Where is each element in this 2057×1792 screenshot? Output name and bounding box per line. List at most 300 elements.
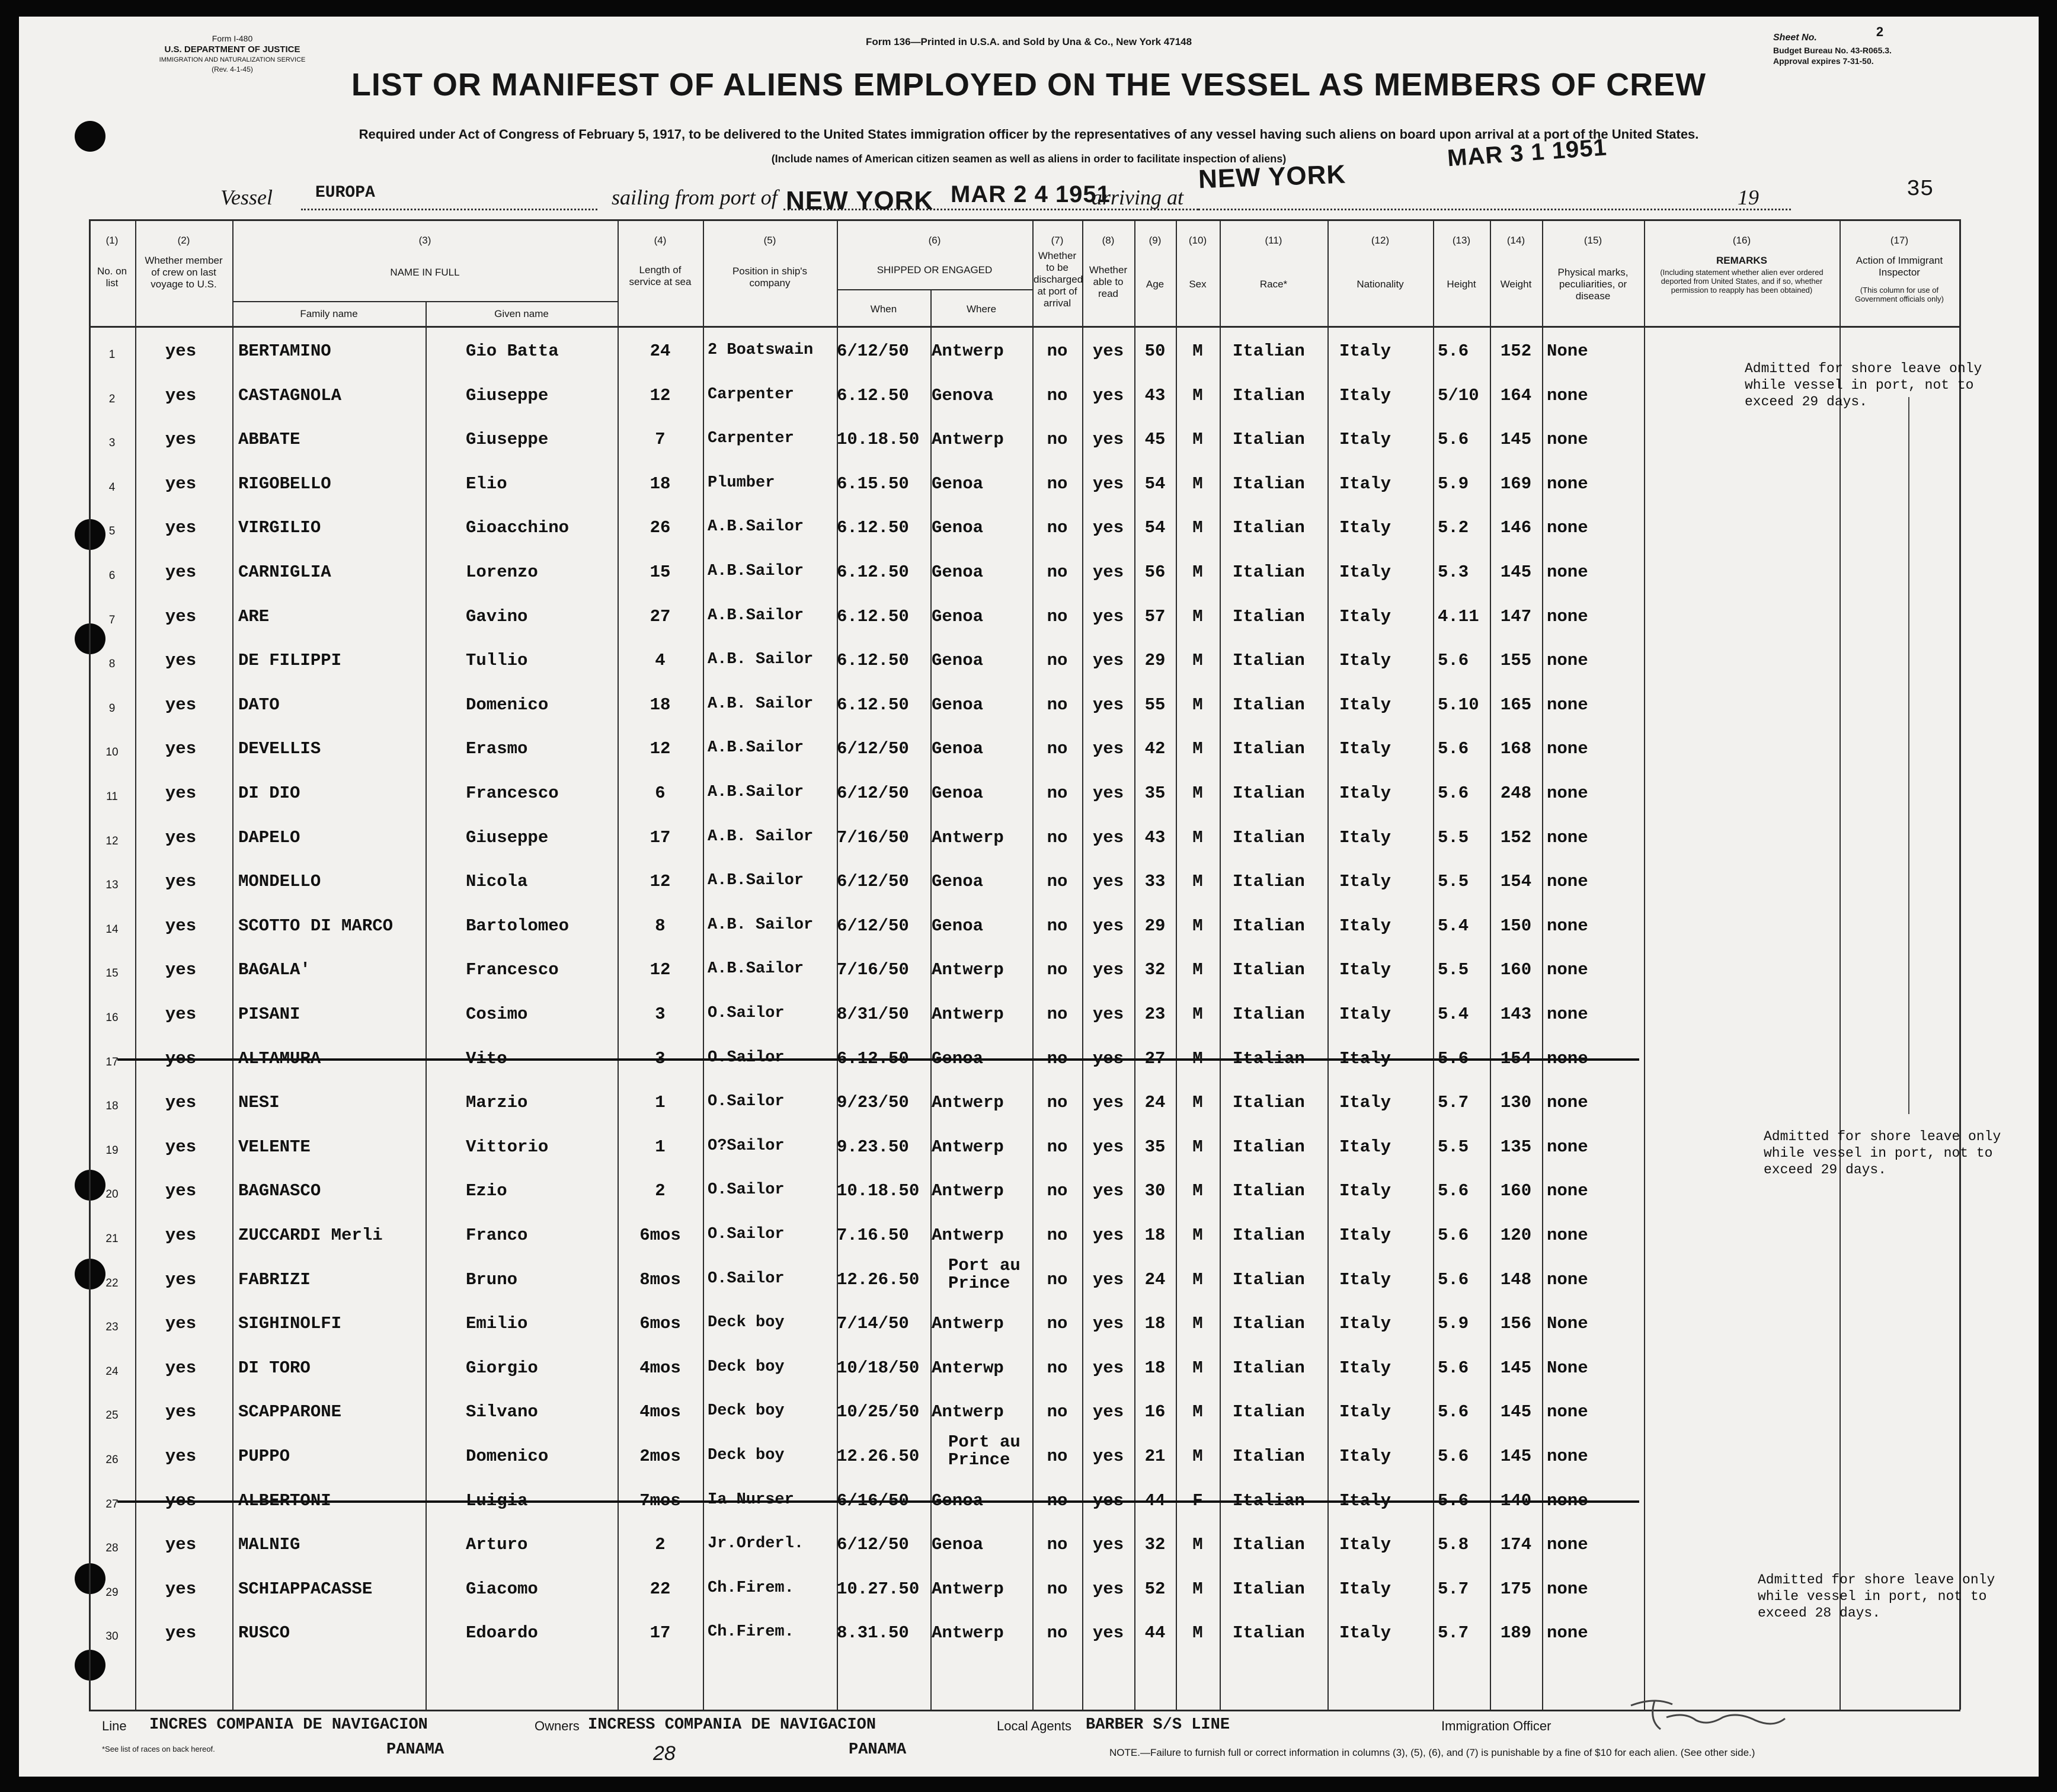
cell-ht: 5/10 — [1438, 385, 1479, 405]
revision: (Rev. 4-1-45) — [212, 65, 253, 73]
races-note: *See list of races on back hereof. — [102, 1745, 215, 1753]
cell-where: Antwerp — [932, 1137, 1004, 1157]
cell-sex: M — [1192, 1093, 1203, 1113]
column-number: (2) — [177, 235, 190, 246]
arriving-date-stamp: MAR 3 1 1951 — [1446, 134, 1608, 172]
cell-when: 6/12/50 — [837, 783, 909, 803]
cell-age: 32 — [1144, 960, 1166, 980]
cell-marks: none — [1547, 430, 1588, 450]
cell-wt: 150 — [1500, 916, 1532, 936]
cell-read: yes — [1092, 1314, 1124, 1334]
cell-family: DI DIO — [238, 783, 300, 803]
cell-disc: no — [1047, 1181, 1068, 1201]
page-number: 35 — [1906, 177, 1934, 202]
cell-given: Gioacchino — [466, 518, 570, 538]
cell-read: yes — [1092, 1623, 1124, 1643]
cell-nat: Italy — [1339, 1004, 1391, 1024]
cell-where: Genoa — [932, 562, 984, 582]
cell-disc: no — [1047, 1358, 1068, 1378]
cell-disc: no — [1047, 1225, 1068, 1245]
table-row — [89, 1565, 1960, 1609]
cell-sex: M — [1192, 1269, 1203, 1289]
table-row — [89, 1432, 1960, 1476]
column-number: (8) — [1102, 235, 1115, 246]
cell-wt: 248 — [1500, 783, 1532, 803]
table-row — [89, 1388, 1960, 1432]
cell-when: 6.12.50 — [837, 1048, 909, 1068]
sheet-number: 2 — [1876, 24, 1884, 39]
cell-wt: 145 — [1500, 1447, 1532, 1466]
cell-where: Genoa — [932, 739, 984, 759]
cell-marks: None — [1547, 1314, 1588, 1334]
column-number: (9) — [1149, 235, 1162, 246]
cell-nat: Italy — [1339, 739, 1391, 759]
cell-read: yes — [1092, 960, 1124, 980]
cell-disc: no — [1047, 1004, 1068, 1024]
header-given-name: Given name — [494, 308, 549, 319]
cell-marks: none — [1547, 960, 1588, 980]
cell-ht: 5.5 — [1438, 827, 1469, 847]
row-number: 7 — [108, 613, 116, 626]
header-remarks-note: (Including statement whether alien ever ordered deported from United States, and if so, whether permission to reapply has been obtained) — [1660, 268, 1824, 295]
cell-age: 42 — [1144, 739, 1166, 759]
cell-age: 43 — [1144, 827, 1166, 847]
row-number: 24 — [105, 1365, 119, 1378]
cell-given: Emilio — [466, 1314, 528, 1334]
cell-prev: yes — [165, 1314, 197, 1334]
cell-given: Cosimo — [466, 1004, 528, 1024]
cell-pos: Ia Nurser — [708, 1490, 794, 1509]
cell-where: Antwerp — [932, 430, 1004, 450]
cell-where: Antwerp — [932, 1181, 1004, 1201]
cell-when: 6/12/50 — [837, 739, 909, 759]
cell-nat: Italy — [1339, 1579, 1391, 1599]
cell-prev: yes — [165, 518, 197, 538]
cell-when: 7/14/50 — [837, 1314, 909, 1334]
cell-given: Domenico — [466, 1447, 549, 1466]
cell-race: Italian — [1233, 739, 1305, 759]
cell-race: Italian — [1233, 695, 1305, 715]
cell-prev: yes — [165, 1490, 197, 1511]
table-row — [89, 415, 1960, 459]
cell-disc: no — [1047, 1402, 1068, 1422]
cell-pos: Carpenter — [708, 385, 794, 404]
column-number: (12) — [1371, 235, 1390, 246]
cell-read: yes — [1092, 1225, 1124, 1245]
cell-marks: none — [1547, 1093, 1588, 1113]
cell-race: Italian — [1233, 430, 1305, 450]
cell-race: Italian — [1233, 651, 1305, 671]
cell-age: 27 — [1144, 1048, 1166, 1068]
cell-prev: yes — [165, 1093, 197, 1113]
cell-pos: Jr.Orderl. — [708, 1535, 804, 1553]
cell-marks: None — [1547, 341, 1588, 361]
cell-where: Port au Prince — [948, 1432, 1020, 1470]
cell-race: Italian — [1233, 916, 1305, 936]
row-number: 8 — [108, 658, 116, 671]
printer-note: Form 136—Printed in U.S.A. and Sold by Una & Co., New York 47148 — [865, 36, 1192, 47]
cell-marks: none — [1547, 1225, 1588, 1245]
cell-sex: M — [1192, 1579, 1203, 1599]
cell-where: Antwerp — [932, 1093, 1004, 1113]
cell-when: 10/18/50 — [837, 1358, 920, 1378]
cell-given: Giuseppe — [466, 385, 549, 405]
cell-disc: no — [1047, 1048, 1068, 1068]
cell-prev: yes — [165, 1623, 197, 1643]
cell-race: Italian — [1233, 1447, 1305, 1466]
cell-wt: 148 — [1500, 1269, 1532, 1289]
cell-disc: no — [1047, 960, 1068, 980]
cell-prev: yes — [165, 1137, 197, 1157]
cell-nat: Italy — [1339, 651, 1391, 671]
cell-ht: 5.6 — [1438, 1225, 1469, 1245]
cell-disc: no — [1047, 872, 1068, 892]
cell-pos: O.Sailor — [708, 1269, 785, 1288]
cell-where: Port au Prince — [948, 1255, 1020, 1293]
cell-len: 8 — [655, 916, 666, 936]
cell-sex: M — [1192, 872, 1203, 892]
manifest-sheet — [19, 17, 2039, 1777]
table-row — [89, 814, 1960, 857]
table-row — [89, 1477, 1960, 1521]
cell-given: Erasmo — [466, 739, 528, 759]
cell-age: 43 — [1144, 385, 1166, 405]
cell-when: 7/16/50 — [837, 960, 909, 980]
cell-sex: M — [1192, 695, 1203, 715]
cell-read: yes — [1092, 695, 1124, 715]
cell-pos: O.Sailor — [708, 1093, 785, 1111]
cell-when: 6.12.50 — [837, 385, 909, 405]
cell-prev: yes — [165, 1225, 197, 1245]
cell-race: Italian — [1233, 1004, 1305, 1024]
sailing-port: NEW YORK — [786, 186, 934, 215]
cell-marks: none — [1547, 1535, 1588, 1555]
cell-nat: Italy — [1339, 783, 1391, 803]
cell-read: yes — [1092, 1579, 1124, 1599]
cell-when: 6/16/50 — [837, 1490, 909, 1511]
cell-family: BERTAMINO — [238, 341, 331, 361]
cell-family: FABRIZI — [238, 1269, 311, 1289]
cell-nat: Italy — [1339, 827, 1391, 847]
cell-disc: no — [1047, 1314, 1068, 1334]
cell-ht: 5.5 — [1438, 872, 1469, 892]
cell-len: 12 — [650, 739, 671, 759]
row-number: 4 — [108, 481, 116, 494]
header-physical-marks: Physical marks, peculiarities, or disease — [1557, 267, 1629, 302]
line-sub: PANAMA — [386, 1741, 444, 1759]
header-last-voyage: Whether member of crew on last voyage to U.S. — [145, 255, 223, 290]
cell-where: Antwerp — [932, 1402, 1004, 1422]
cell-age: 18 — [1144, 1314, 1166, 1334]
cell-wt: 168 — [1500, 739, 1532, 759]
cell-marks: none — [1547, 473, 1588, 494]
header-sex: Sex — [1189, 279, 1207, 290]
cell-race: Italian — [1233, 1137, 1305, 1157]
cell-pos: A.B. Sailor — [708, 651, 814, 669]
cell-prev: yes — [165, 473, 197, 494]
strike-through-line — [117, 1500, 1639, 1503]
cell-len: 1 — [655, 1137, 666, 1157]
cell-when: 6.12.50 — [837, 562, 909, 582]
line-label: Line — [102, 1719, 127, 1733]
header-family-name: Family name — [300, 308, 358, 319]
cell-read: yes — [1092, 916, 1124, 936]
cell-marks: none — [1547, 1490, 1588, 1511]
cell-nat: Italy — [1339, 1048, 1391, 1068]
cell-prev: yes — [165, 1579, 197, 1599]
row-number: 3 — [108, 437, 116, 450]
cell-ht: 5.9 — [1438, 1314, 1469, 1334]
cell-nat: Italy — [1339, 430, 1391, 450]
cell-family: DE FILIPPI — [238, 651, 342, 671]
table-row — [89, 1344, 1960, 1388]
line-value: INCRES COMPANIA DE NAVIGACION — [149, 1716, 428, 1734]
table-row — [89, 1167, 1960, 1211]
cell-read: yes — [1092, 1358, 1124, 1378]
cell-disc: no — [1047, 1137, 1068, 1157]
cell-pos: Deck boy — [708, 1447, 785, 1464]
cell-when: 12.26.50 — [837, 1447, 920, 1466]
cell-ht: 5.6 — [1438, 430, 1469, 450]
cell-when: 10.18.50 — [837, 1181, 920, 1201]
cell-marks: none — [1547, 1004, 1588, 1024]
header-name-in-full: NAME IN FULL — [390, 267, 460, 278]
header-nationality: Nationality — [1357, 279, 1404, 290]
cell-pos: A.B. Sailor — [708, 695, 814, 713]
cell-age: 56 — [1144, 562, 1166, 582]
cell-pos: A.B. Sailor — [708, 916, 814, 934]
column-number: (3) — [418, 235, 431, 246]
cell-sex: M — [1192, 1181, 1203, 1201]
cell-family: DEVELLIS — [238, 739, 321, 759]
cell-len: 2mos — [639, 1447, 681, 1466]
cell-age: 54 — [1144, 518, 1166, 538]
cell-marks: none — [1547, 827, 1588, 847]
cell-pos: A.B. Sailor — [708, 827, 814, 846]
cell-where: Genoa — [932, 1535, 984, 1555]
cell-wt: 155 — [1500, 651, 1532, 671]
cell-where: Genoa — [932, 916, 984, 936]
cell-len: 4 — [655, 651, 666, 671]
cell-len: 4mos — [639, 1402, 681, 1422]
cell-when: 8.31.50 — [837, 1623, 909, 1643]
cell-disc: no — [1047, 695, 1068, 715]
cell-pos: O?Sailor — [708, 1137, 785, 1155]
row-number: 1 — [108, 348, 116, 361]
cell-ht: 5.7 — [1438, 1093, 1469, 1113]
cell-age: 50 — [1144, 341, 1166, 361]
cell-pos: Deck boy — [708, 1314, 785, 1332]
remark-text: Admitted for shore leave only while vessel in port, not to exceed 28 days. — [1758, 1572, 1995, 1621]
cell-prev: yes — [165, 1269, 197, 1289]
cell-prev: yes — [165, 341, 197, 361]
cell-marks: none — [1547, 518, 1588, 538]
header-where: Where — [966, 303, 997, 315]
cell-marks: none — [1547, 606, 1588, 626]
cell-read: yes — [1092, 872, 1124, 892]
cell-race: Italian — [1233, 1093, 1305, 1113]
cell-sex: M — [1192, 739, 1203, 759]
cell-read: yes — [1092, 1181, 1124, 1201]
cell-when: 9/23/50 — [837, 1093, 909, 1113]
cell-sex: M — [1192, 1137, 1203, 1157]
cell-when: 6/12/50 — [837, 341, 909, 361]
cell-wt: 145 — [1500, 1402, 1532, 1422]
vessel-dotline — [301, 209, 597, 210]
cell-sex: M — [1192, 1314, 1203, 1334]
cell-pos: Ch.Firem. — [708, 1579, 794, 1597]
cell-age: 52 — [1144, 1579, 1166, 1599]
table-row — [89, 857, 1960, 901]
cell-disc: no — [1047, 341, 1068, 361]
cell-sex: M — [1192, 562, 1203, 582]
cell-pos: 2 Boatswain — [708, 341, 814, 359]
cell-family: MONDELLO — [238, 872, 321, 892]
cell-marks: none — [1547, 783, 1588, 803]
table-row — [89, 327, 1960, 371]
cell-nat: Italy — [1339, 1623, 1391, 1643]
cell-wt: 154 — [1500, 1048, 1532, 1068]
cell-age: 30 — [1144, 1181, 1166, 1201]
cell-read: yes — [1092, 739, 1124, 759]
cell-race: Italian — [1233, 562, 1305, 582]
table-row — [89, 769, 1960, 813]
cell-marks: none — [1547, 695, 1588, 715]
cell-age: 23 — [1144, 1004, 1166, 1024]
cell-read: yes — [1092, 827, 1124, 847]
header-action-note: (This column for use of Government officials only) — [1854, 286, 1944, 303]
cell-age: 29 — [1144, 916, 1166, 936]
cell-race: Italian — [1233, 1314, 1305, 1334]
cell-family: BAGNASCO — [238, 1181, 321, 1201]
cell-where: Genoa — [932, 695, 984, 715]
cell-family: DI TORO — [238, 1358, 311, 1378]
document-subtitle-note: (Include names of American citizen seamen as well as aliens in order to facilitate inspection of aliens) — [771, 153, 1287, 165]
table-row — [89, 548, 1960, 592]
cell-race: Italian — [1233, 385, 1305, 405]
row-number: 2 — [108, 392, 116, 405]
cell-disc: no — [1047, 562, 1068, 582]
shipped-header-rule — [837, 289, 1032, 290]
column-number: (16) — [1732, 235, 1751, 246]
cell-ht: 5.5 — [1438, 1137, 1469, 1157]
cell-where: Genoa — [932, 651, 984, 671]
cell-wt: 156 — [1500, 1314, 1532, 1334]
cell-prev: yes — [165, 430, 197, 450]
cell-ht: 5.8 — [1438, 1535, 1469, 1555]
cell-pos: A.B.Sailor — [708, 739, 804, 757]
cell-prev: yes — [165, 739, 197, 759]
cell-read: yes — [1092, 518, 1124, 538]
cell-when: 6.12.50 — [837, 606, 909, 626]
cell-family: SCAPPARONE — [238, 1402, 342, 1422]
cell-sex: M — [1192, 1048, 1203, 1068]
row-number: 15 — [105, 967, 119, 980]
cell-when: 12.26.50 — [837, 1269, 920, 1289]
cell-where: Genoa — [932, 606, 984, 626]
row-number: 9 — [108, 702, 116, 715]
column-number: (1) — [105, 235, 119, 246]
header-shipped: SHIPPED OR ENGAGED — [876, 264, 993, 276]
cell-prev: yes — [165, 1402, 197, 1422]
cell-race: Italian — [1233, 827, 1305, 847]
cell-when: 6/12/50 — [837, 872, 909, 892]
cell-race: Italian — [1233, 960, 1305, 980]
cell-sex: M — [1192, 1535, 1203, 1555]
cell-wt: 143 — [1500, 1004, 1532, 1024]
cell-ht: 5.6 — [1438, 1269, 1469, 1289]
cell-nat: Italy — [1339, 1447, 1391, 1466]
cell-len: 7mos — [639, 1490, 681, 1511]
row-number: 14 — [105, 923, 119, 936]
cell-given: Arturo — [466, 1535, 528, 1555]
header-weight: Weight — [1500, 279, 1532, 290]
cell-family: ZUCCARDI Merli — [238, 1225, 383, 1245]
cell-ht: 5.9 — [1438, 473, 1469, 494]
cell-len: 4mos — [639, 1358, 681, 1378]
cell-disc: no — [1047, 916, 1068, 936]
cell-pos: Carpenter — [708, 430, 794, 448]
cell-given: Edoardo — [466, 1623, 538, 1643]
cell-ht: 5.3 — [1438, 562, 1469, 582]
cell-ht: 5.10 — [1438, 695, 1479, 715]
cell-race: Italian — [1233, 1269, 1305, 1289]
cell-len: 1 — [655, 1093, 666, 1113]
cell-nat: Italy — [1339, 518, 1391, 538]
cell-where: Genoa — [932, 1490, 984, 1511]
cell-len: 12 — [650, 872, 671, 892]
cell-prev: yes — [165, 1004, 197, 1024]
cell-race: Italian — [1233, 1048, 1305, 1068]
cell-disc: no — [1047, 430, 1068, 450]
officer-signature — [1619, 1694, 1797, 1735]
cell-when: 10/25/50 — [837, 1402, 920, 1422]
cell-where: Genova — [932, 385, 994, 405]
cell-ht: 5.6 — [1438, 1048, 1469, 1068]
cell-disc: no — [1047, 385, 1068, 405]
cell-where: Antwerp — [932, 960, 1004, 980]
owners-sub: PANAMA — [849, 1741, 907, 1759]
vessel-label: Vessel — [220, 185, 273, 209]
cell-ht: 5.6 — [1438, 1490, 1469, 1511]
cell-disc: no — [1047, 783, 1068, 803]
cell-given: Ezio — [466, 1181, 507, 1201]
cell-where: Genoa — [932, 518, 984, 538]
cell-where: Genoa — [932, 473, 984, 494]
cell-race: Italian — [1233, 1490, 1305, 1511]
cell-where: Antwerp — [932, 827, 1004, 847]
cell-where: Anterwp — [932, 1358, 1004, 1378]
cell-given: Bruno — [466, 1269, 518, 1289]
cell-marks: none — [1547, 651, 1588, 671]
cell-race: Italian — [1233, 1181, 1305, 1201]
name-header-rule — [232, 301, 618, 302]
cell-read: yes — [1092, 1535, 1124, 1555]
row-number: 29 — [105, 1586, 119, 1599]
cell-len: 17 — [650, 1623, 671, 1643]
header-able-read: Whether able to read — [1089, 264, 1128, 299]
row-number: 28 — [105, 1542, 119, 1555]
column-number: (15) — [1583, 235, 1602, 246]
cell-family: CASTAGNOLA — [238, 385, 342, 405]
column-number: (10) — [1188, 235, 1207, 246]
table-row — [89, 902, 1960, 946]
cell-pos: Plumber — [708, 473, 775, 492]
cell-wt: 175 — [1500, 1579, 1532, 1599]
cell-ht: 5.6 — [1438, 1181, 1469, 1201]
cell-read: yes — [1092, 1137, 1124, 1157]
cell-pos: A.B.Sailor — [708, 872, 804, 890]
